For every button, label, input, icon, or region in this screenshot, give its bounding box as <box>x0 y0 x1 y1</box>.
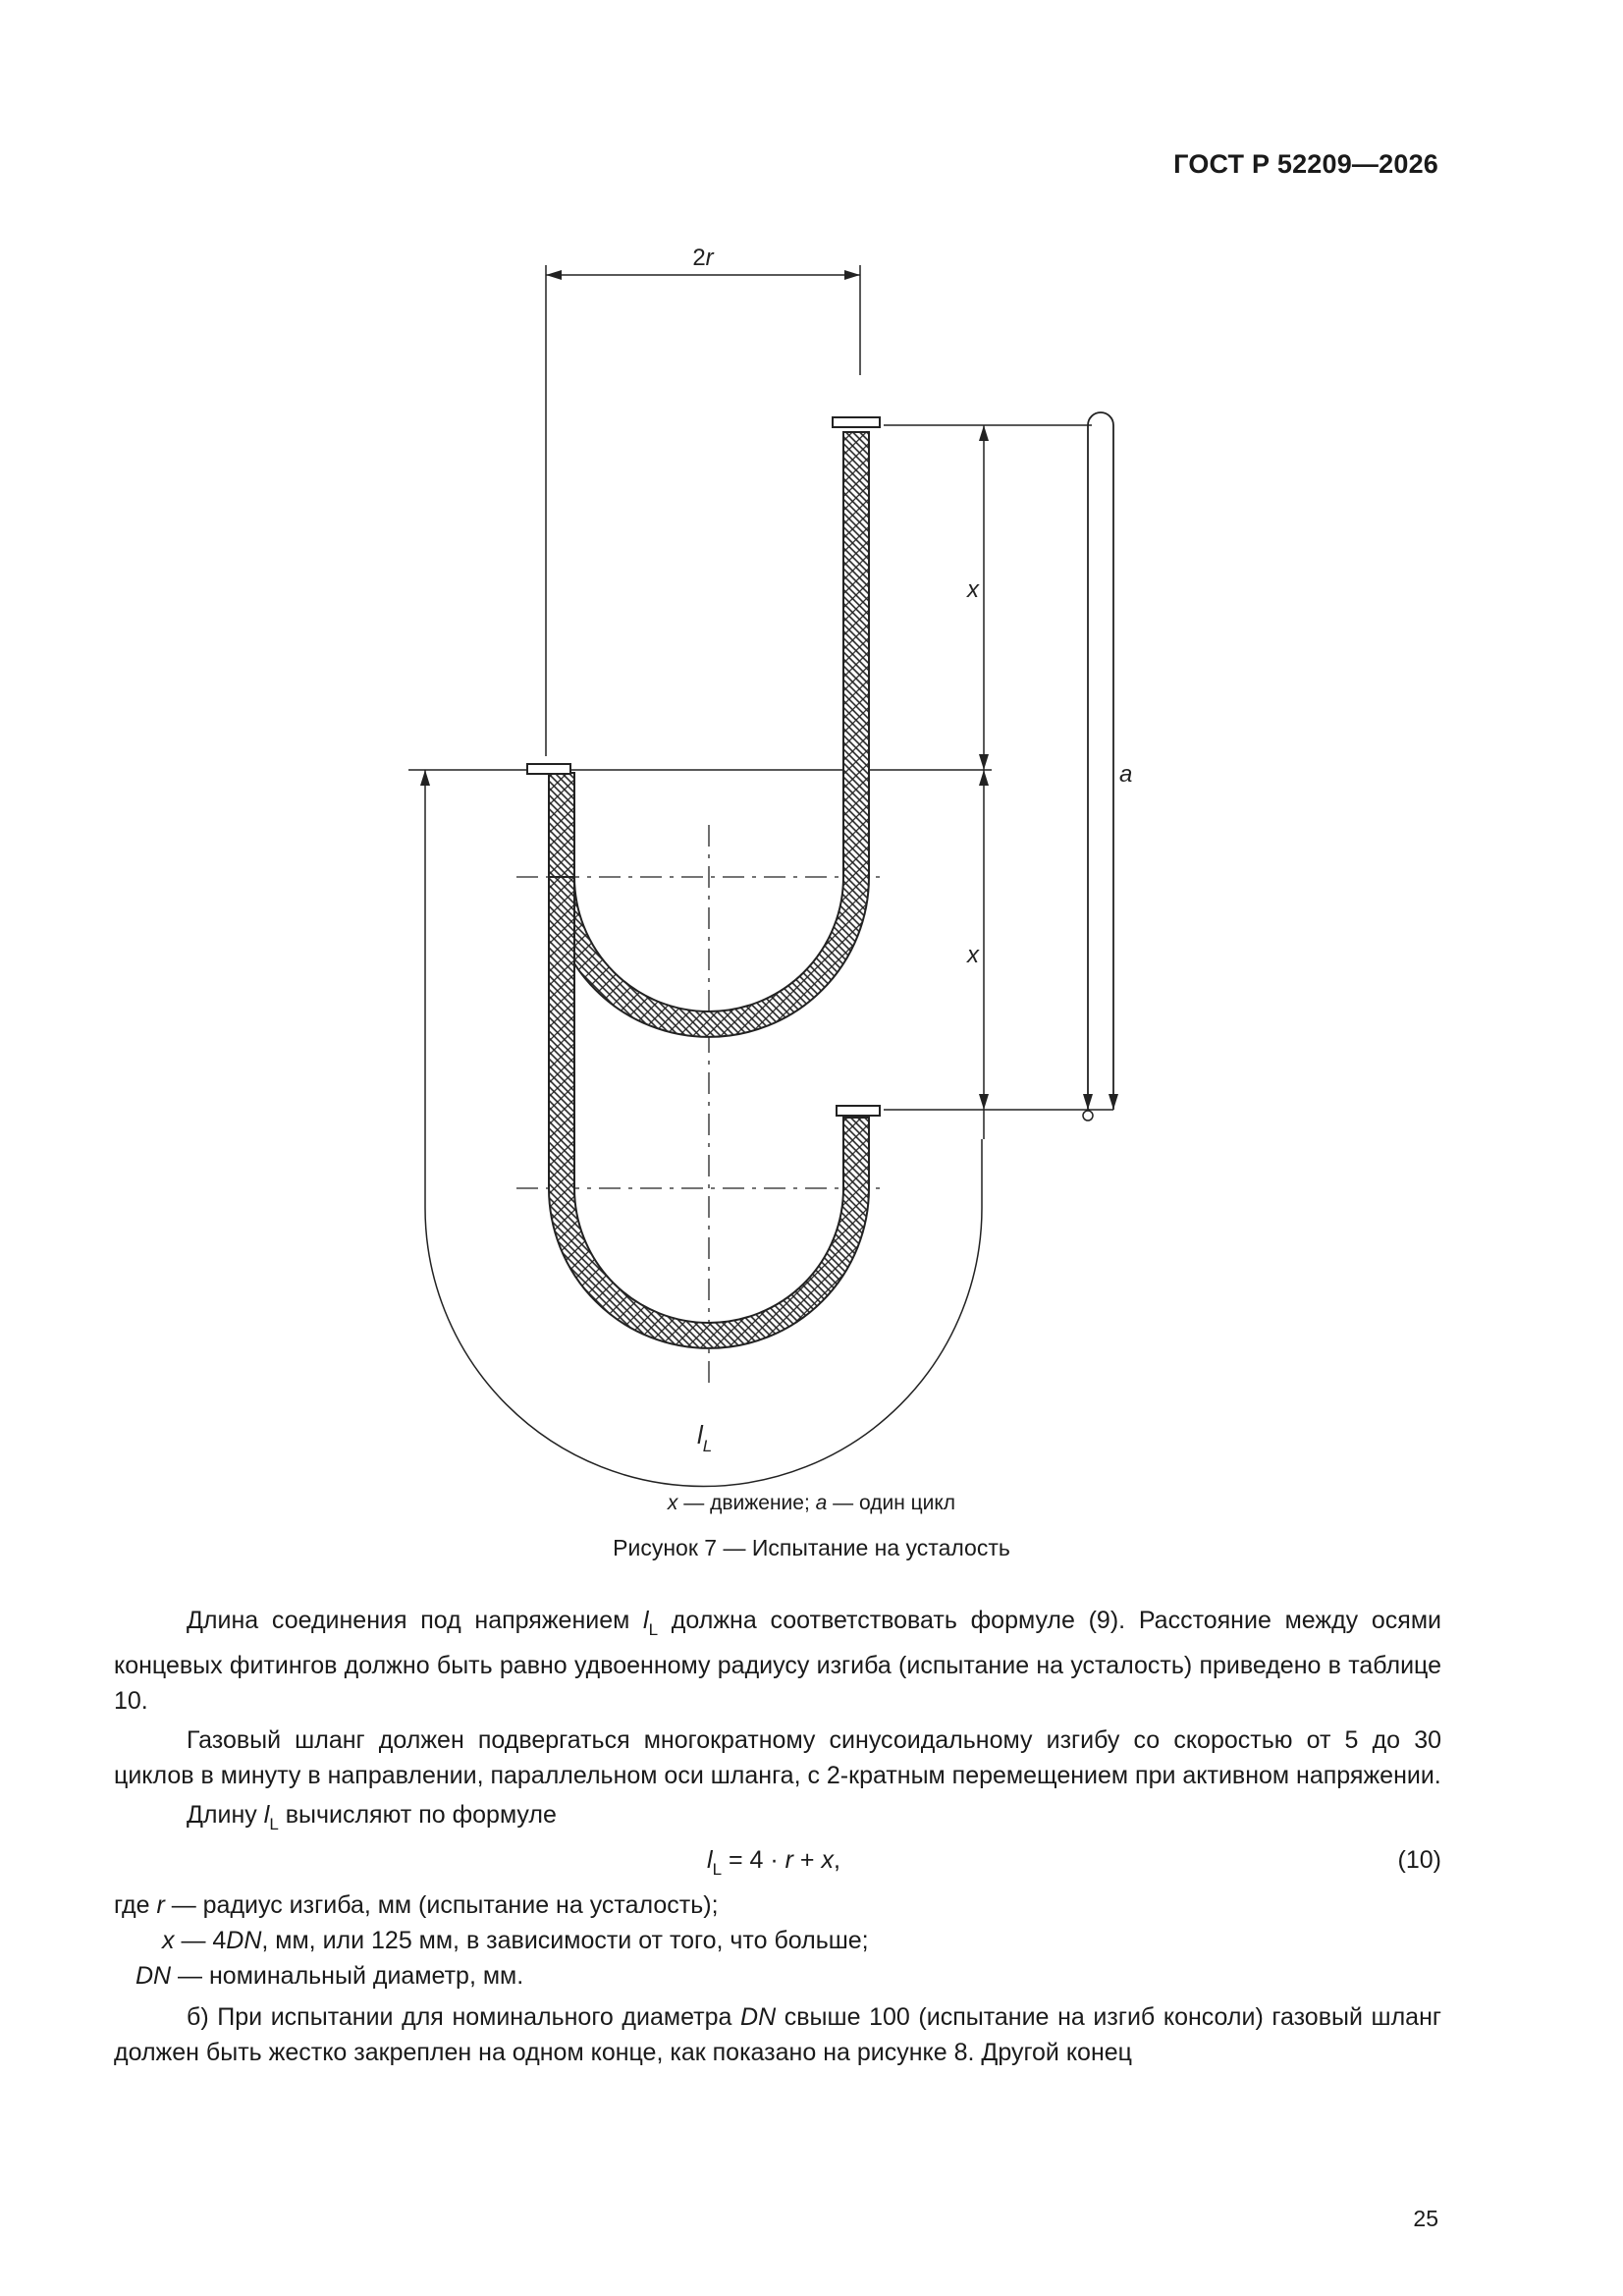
body-text <box>114 1603 1441 2070</box>
paragraph-1: Длина соединения под напряжением $l_L$ должна соответствовать формуле (9). Расстояние между осями концевых фитингов должно быть равно удвоенному радиусу изгиба (испытание на усталость) приведено в таблице 10. <box>114 1607 1441 1715</box>
formula-expression: $l_L = 4 \cdot r + x$, <box>707 1846 840 1879</box>
paragraph-3: Длину $l_L$ вычисляют по формуле <box>187 1801 557 1833</box>
dimension-2r-label: 2r <box>692 245 714 271</box>
paragraph-4: б) При испытании для номинального диаметра DN свыше 100 (испытание на изгиб консоли) газовый шланг должен быть жестко закреплен на одном конце, как показано на рисунке 8. Другой конец <box>114 2003 1441 2066</box>
dimension-a-label: a <box>1119 761 1133 788</box>
dimension-x-label-lower: x <box>967 942 979 968</box>
figure-legend: x — движение; a — один цикл <box>667 1492 956 1514</box>
definition-r: где r — радиус изгиба, мм (испытание на усталость); <box>114 1891 719 1919</box>
formula-number: (10) <box>1397 1846 1441 1874</box>
page-number: 25 <box>1413 2206 1438 2231</box>
document-header: ГОСТ Р 52209—2026 <box>1173 149 1438 179</box>
hose <box>527 417 880 1348</box>
dimension-lL-label: $l_L$ <box>697 1420 713 1455</box>
dimension-2r <box>546 245 860 756</box>
formula-10 <box>114 1842 1441 1882</box>
dimension-x-label-upper: x <box>967 576 979 603</box>
paragraph-2: Газовый шланг должен подвергаться многократному синусоидальному изгибу со скоростью от 5 до 30 циклов в минуту в направлении, параллельном оси шланга, с 2-кратным перемещением при активном напряжении. <box>114 1726 1441 1789</box>
figure-caption: Рисунок 7 — Испытание на усталость <box>613 1535 1010 1560</box>
definition-dn: DN — номинальный диаметр, мм. <box>135 1962 524 1990</box>
definition-x: x — 4DN, мм, или 125 мм, в зависимости от того, что больше; <box>162 1927 869 1954</box>
dimension-a <box>1083 412 1132 1121</box>
definitions <box>114 1887 1441 1994</box>
dimension-x <box>966 425 989 1139</box>
